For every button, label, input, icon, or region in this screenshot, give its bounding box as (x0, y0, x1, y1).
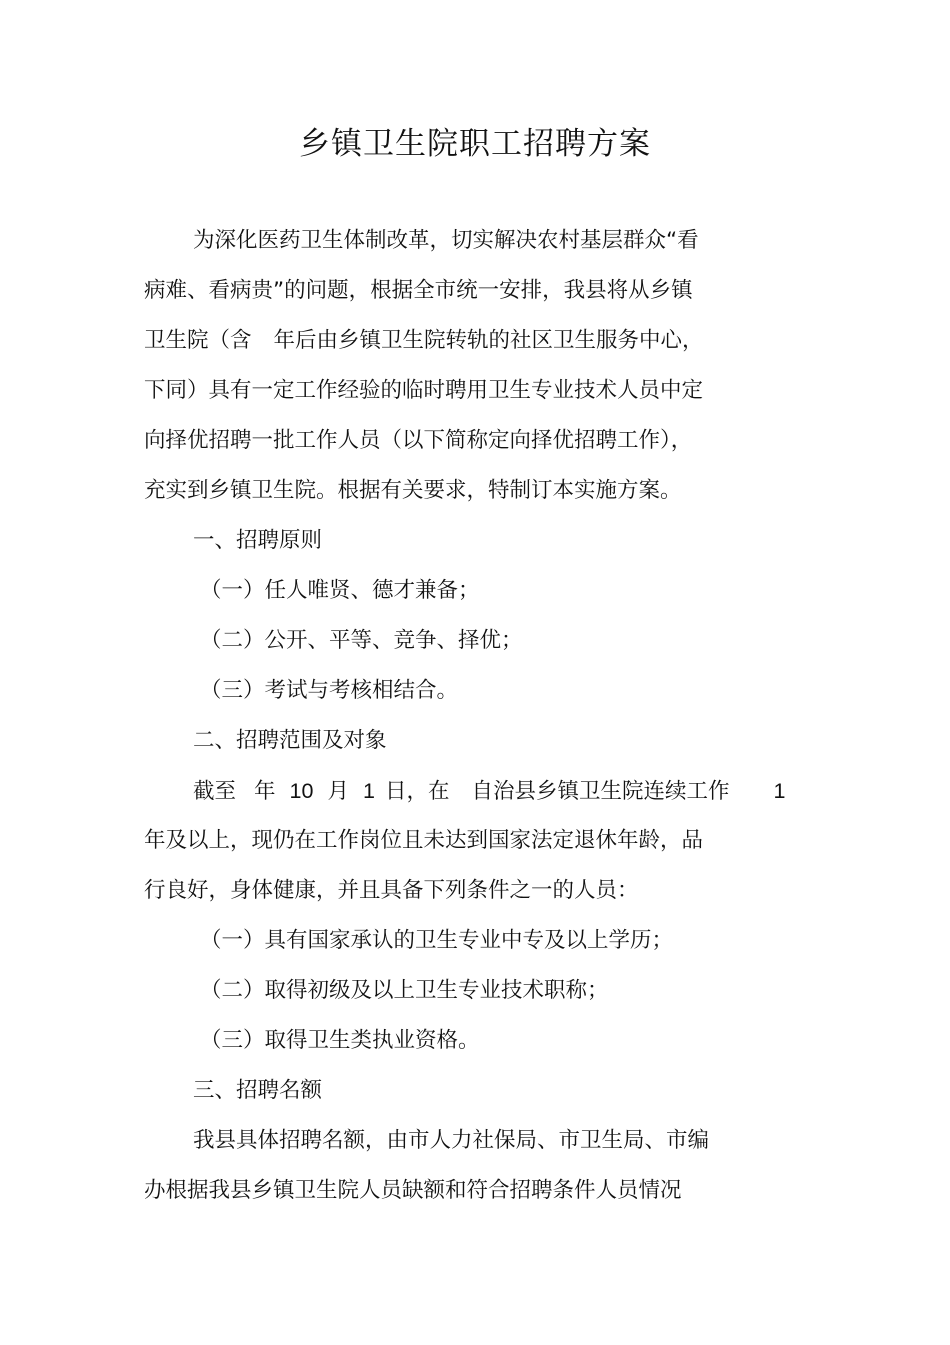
intro-line-6: 充实到乡镇卫生院。根据有关要求，特制订本实施方案。 (144, 478, 682, 503)
intro-line-5: 向择优招聘一批工作人员（以下简称定向择优招聘工作）， (144, 428, 693, 453)
years-value: 1 (773, 779, 786, 803)
month-label: 月 (327, 779, 349, 804)
section-2-item-2: （二）取得初级及以上卫生专业技术职称； (200, 978, 609, 1003)
section-2-item-3: （三）取得卫生类执业资格。 (200, 1028, 480, 1053)
intro-line-4: 下同）具有一定工作经验的临时聘用卫生专业技术人员中定 (144, 378, 704, 403)
section-3-para-line-2: 办根据我县乡镇卫生院人员缺额和符合招聘条件人员情况 (144, 1178, 682, 1203)
day-value: 1 (362, 779, 375, 803)
month-value: 10 (289, 779, 314, 803)
section-2-heading: 二、招聘范围及对象 (193, 728, 387, 753)
section-1-item-3: （三）考试与考核相结合。 (200, 678, 459, 703)
intro-line-3b: 年后由乡镇卫生院转轨的社区卫生服务中心， (273, 328, 704, 353)
section-3-para-line-1: 我县具体招聘名额，由市人力社保局、市卫生局、市编 (193, 1128, 710, 1153)
section-1-item-1: （一）任人唯贤、德才兼备； (200, 578, 480, 603)
section-3-heading: 三、招聘名额 (193, 1078, 323, 1103)
section-1-heading: 一、招聘原则 (193, 528, 323, 553)
intro-line-2: 病难、看病贵”的问题，根据全市统一安排，我县将从乡镇 (144, 278, 693, 303)
section-2-item-1: （一）具有国家承认的卫生专业中专及以上学历； (200, 928, 674, 953)
day-label: 日，在 (384, 779, 450, 804)
region-text: 自治县乡镇卫生院连续工作 (471, 779, 730, 804)
intro-line-3 (144, 326, 824, 356)
cutoff-label: 截至 (193, 779, 237, 804)
intro-line-3a: 卫生院（含 (144, 328, 252, 353)
section-2-para-line-2: 年及以上，现仍在工作岗位且未达到国家法定退休年龄，品 (144, 828, 704, 853)
section-1-item-2: （二）公开、平等、竞争、择优； (200, 628, 523, 653)
section-2-para-line-3: 行良好，身体健康，并且具备下列条件之一的人员： (144, 878, 639, 903)
document-title: 乡镇卫生院职工招聘方案 (299, 126, 651, 162)
section-2-para-line-1 (193, 776, 813, 807)
year-label: 年 (254, 779, 276, 804)
intro-line-1: 为深化医药卫生体制改革，切实解决农村基层群众“看 (193, 228, 699, 253)
